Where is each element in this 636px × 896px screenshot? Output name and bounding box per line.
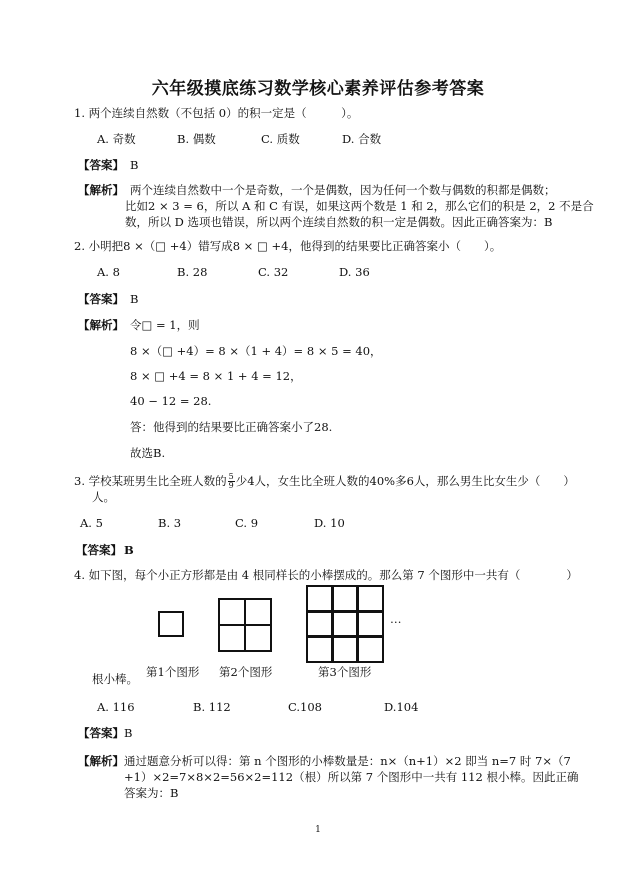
q2-analysis-line: 8 ×（□ +4）= 8 ×（1 + 4）= 8 × 5 = 40， xyxy=(130,344,382,358)
figure-ellipsis: … xyxy=(390,612,402,626)
q1-option-c: C. 质数 xyxy=(261,132,300,146)
q4-option-c: C.108 xyxy=(288,700,322,714)
q2-option-a: A. 8 xyxy=(97,265,120,279)
q3-option-c: C. 9 xyxy=(235,516,259,530)
q1-option-d: D. 合数 xyxy=(342,132,382,146)
q2-answer: B xyxy=(130,292,139,306)
q4-option-b: B. 112 xyxy=(193,700,231,714)
q3-fraction-numerator: 5 xyxy=(228,472,234,481)
q3-stem-post: 少4人，女生比全班人数的40%多6人，那么男生比女生少（ ） xyxy=(235,474,575,488)
q2-analysis-line: 40 − 12 = 28. xyxy=(130,394,212,408)
q2-option-b: B. 28 xyxy=(177,265,208,279)
q1-analysis-label: 【解析】 xyxy=(78,183,124,197)
figure-1-square xyxy=(158,611,184,637)
q4-analysis-line: 通过题意分析可以得：第 n 个图形的小棒数量是：n×（n+1）×2 即当 n=7 时 7×（7 xyxy=(124,754,571,768)
figure-3-label: 第3个图形 xyxy=(318,665,372,679)
q3-fraction xyxy=(228,473,235,490)
q1-analysis-line: 数，所以 D 选项也错误，所以两个连续自然数的积一定是偶数。因此正确答案为：B xyxy=(125,215,553,229)
figure-3-cell xyxy=(306,610,334,638)
q4-option-a: A. 116 xyxy=(97,700,135,714)
q2-analysis-line: 8 × □ +4 = 8 × 1 + 4 = 12， xyxy=(130,369,302,383)
figure-2-grid xyxy=(218,598,272,652)
q4-analysis-label: 【解析】 xyxy=(78,754,124,768)
figure-2-cell xyxy=(244,598,272,626)
q3-stem xyxy=(74,473,575,490)
figure-3-cell xyxy=(306,635,334,663)
q3-answer: B xyxy=(124,543,134,557)
q1-option-a: A. 奇数 xyxy=(97,132,136,146)
q3-answer-label: 【答案】 xyxy=(76,543,122,557)
figure-3-cell xyxy=(331,585,359,613)
figure-2-cell xyxy=(244,624,272,652)
q2-analysis-label: 【解析】 xyxy=(78,318,124,332)
q2-analysis-line: 故选B. xyxy=(130,446,166,460)
page-number: 1 xyxy=(315,825,321,835)
q3-fraction-denominator: 9 xyxy=(228,481,234,490)
q3-stem-pre: 3. 学校某班男生比全班人数的 xyxy=(74,474,227,488)
figure-3-cell xyxy=(306,585,334,613)
figure-3-cell xyxy=(356,635,384,663)
page-title: 六年级摸底练习数学核心素养评估参考答案 xyxy=(151,79,485,99)
q3-stem-line2: 人。 xyxy=(92,490,115,504)
q4-analysis-line: +1）×2=7×8×2=56×2=112（根）所以第 7 个图形中一共有 112 根小棒。因此正确 xyxy=(124,770,579,784)
q4-analysis-line: 答案为：B xyxy=(124,786,179,800)
figure-3-cell xyxy=(331,635,359,663)
q3-option-d: D. 10 xyxy=(314,516,345,530)
q4-stem-end: 根小棒。 xyxy=(92,672,138,686)
q1-analysis-line: 两个连续自然数中一个是奇数，一个是偶数，因为任何一个数与偶数的积都是偶数； xyxy=(130,183,556,197)
q2-analysis-line: 答：他得到的结果要比正确答案小了28. xyxy=(130,420,333,434)
figure-2-cell xyxy=(218,624,246,652)
q3-option-b: B. 3 xyxy=(158,516,182,530)
q1-analysis-line: 比如2 × 3 = 6，所以 A 和 C 有误，如果这两个数是 1 和 2，那么它们的积是 2，2 不是合 xyxy=(125,199,594,213)
figure-3-cell xyxy=(331,610,359,638)
figure-3-grid xyxy=(306,585,384,663)
q2-option-c: C. 32 xyxy=(258,265,289,279)
figure-2-cell xyxy=(218,598,246,626)
q2-answer-label: 【答案】 xyxy=(78,292,124,306)
q2-analysis-line: 令□ = 1，则 xyxy=(130,318,200,332)
figure-3-cell xyxy=(356,610,384,638)
q1-answer: B xyxy=(130,158,139,172)
q2-option-d: D. 36 xyxy=(339,265,370,279)
q4-option-d: D.104 xyxy=(384,700,419,714)
q1-option-b: B. 偶数 xyxy=(177,132,216,146)
q3-option-a: A. 5 xyxy=(80,516,103,530)
q4-answer-label: 【答案】 xyxy=(78,726,124,740)
figure-1-label: 第1个图形 xyxy=(146,665,200,679)
q2-stem: 2. 小明把8 ×（□ +4）错写成8 × □ +4，他得到的结果要比正确答案小（ ）。 xyxy=(74,239,502,253)
q4-stem: 4. 如下图，每个小正方形都是由 4 根同样长的小棒摆成的。那么第 7 个图形中一共有（ ） xyxy=(74,568,578,582)
figure-2-label: 第2个图形 xyxy=(219,665,273,679)
figure-3-cell xyxy=(356,585,384,613)
q1-stem: 1. 两个连续自然数（不包括 0）的积一定是（ ）。 xyxy=(74,106,359,120)
q4-answer: B xyxy=(124,726,133,740)
q1-answer-label: 【答案】 xyxy=(78,158,124,172)
